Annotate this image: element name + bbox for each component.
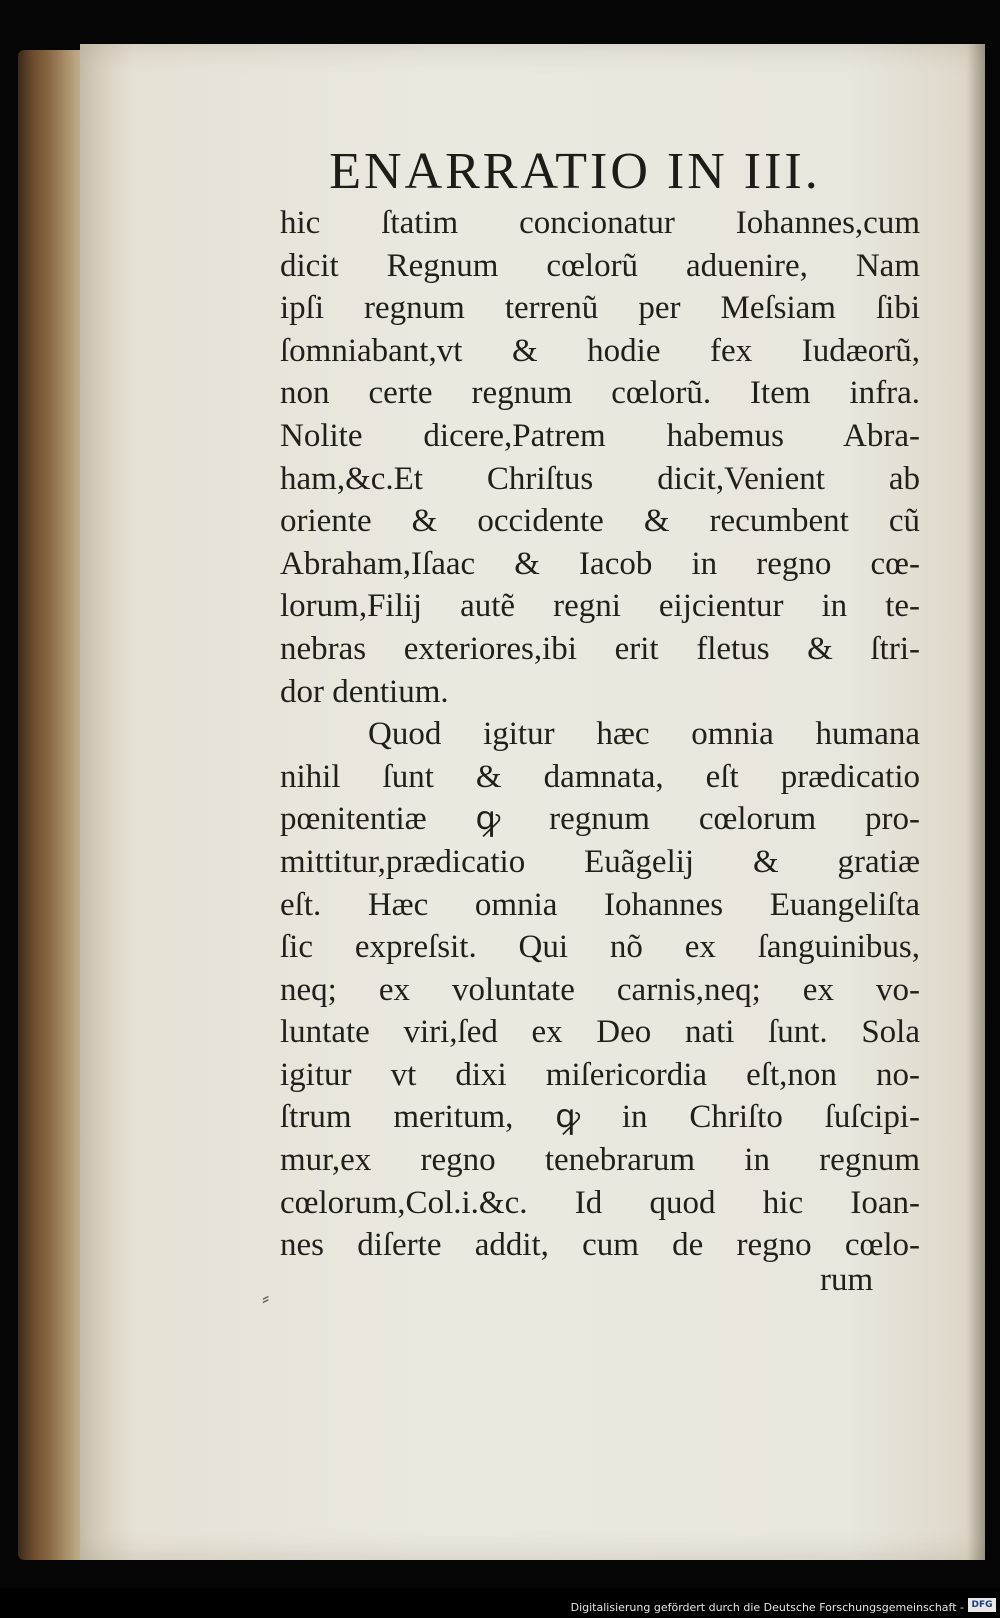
text-line: neq; ex voluntate carnis,neq; ex vo- [280,971,920,1008]
text-line: mittitur,prædicatio Euãgelij & gratiæ [280,843,920,880]
text-line: cœlorum,Col.i.&c. Id quod hic Ioan- [280,1184,920,1221]
text-line: nes diſerte addit, cum de regno cœlo- [280,1227,920,1264]
text-line: nebras exteriores,ibi erit fletus & ſtri- [280,630,920,667]
ink-smudge-mark: ⸗ [262,1286,270,1311]
body-text [280,202,920,1267]
text-line: ſomniabant,vt & hodie fex Iudæorũ, [280,332,920,369]
text-line: Nolite dicere,Patrem habemus Abra- [280,417,920,454]
running-header: ENARRATIO IN III. [329,143,821,200]
text-line: ſtrum meritum, ꝙ in Chriſto ſuſcipi- [280,1099,920,1136]
text-line: ham,&c.Et Chriſtus dicit,Venient ab [280,460,920,497]
text-line: Abraham,Iſaac & Iacob in regno cœ- [280,545,920,582]
text-line: pœnitentiæ ꝙ regnum cœlorum pro- [280,801,920,838]
text-line: nihil ſunt & damnata, eſt prædicatio [280,758,920,795]
text-line: dicit Regnum cœlorũ aduenire, Nam [280,247,920,284]
text-line: hic ſtatim concionatur Iohannes,cum [280,205,920,241]
text-line: ipſi regnum terrenũ per Meſsiam ſibi [280,290,920,327]
footer-bar [0,1588,1000,1618]
text-line: mur,ex regno tenebrarum in regnum [280,1142,920,1179]
text-line: oriente & occidente & recumbent cũ [280,503,920,540]
digitization-credit: Digitalisierung gefördert durch die Deutsche Forschungsgemeinschaft - [570,1601,964,1614]
dfg-logo: DFG [968,1598,996,1612]
text-line-indented: Quod igitur hæc omnia humana [368,716,920,753]
text-line: lorum,Filij autẽ regni eijcientur in te- [280,588,920,625]
text-line: non certe regnum cœlorũ. Item infra. [280,375,920,412]
text-line: luntate viri,ſed ex Deo nati ſunt. Sola [280,1014,920,1051]
page-right-shadow [967,44,985,1560]
text-line: ſic expreſsit. Qui nõ ex ſanguinibus, [280,929,920,966]
text-line: dor dentium. [280,673,449,710]
catchword: rum [820,1262,874,1298]
text-line: igitur vt dixi miſericordia eſt,non no- [280,1056,920,1093]
text-line: eſt. Hæc omnia Iohannes Euangeliſta [280,886,920,923]
